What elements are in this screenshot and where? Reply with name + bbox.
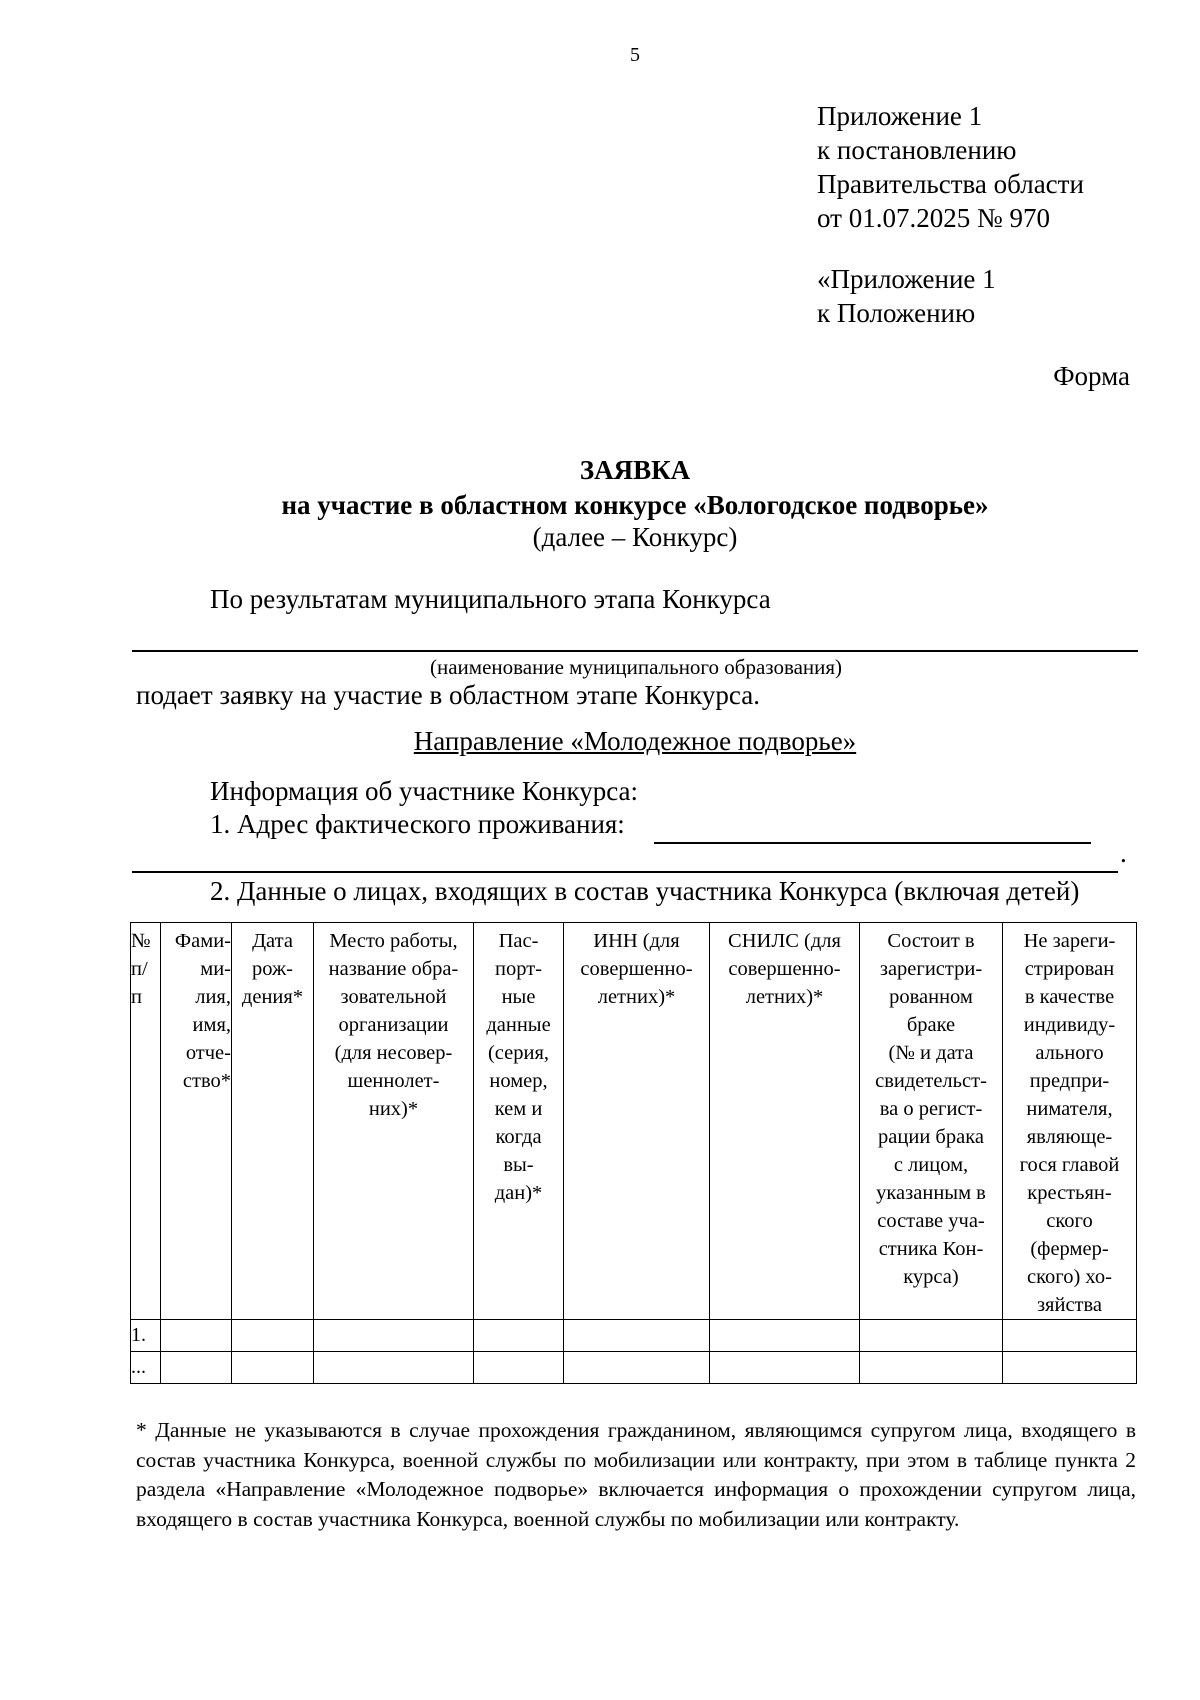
table-header-line: зяйства xyxy=(1036,1294,1103,1316)
table-row xyxy=(131,1352,1137,1384)
table-header-line: крестьян- xyxy=(1027,1182,1112,1204)
annex-header-line: к Положению xyxy=(817,298,976,328)
table-header-line: Состоит в xyxy=(887,930,975,952)
table-cell: 1. xyxy=(131,1320,161,1352)
table-header-line: рож- xyxy=(252,958,293,980)
annex-header-line: Правительства области xyxy=(817,169,1084,199)
table-header-line: браке xyxy=(906,1014,956,1036)
persons-table xyxy=(130,922,1137,1384)
table-cell xyxy=(314,1352,474,1384)
table-header-line: п xyxy=(131,986,142,1008)
table-cell xyxy=(161,1352,232,1384)
footnote: * Данные не указываются в случае прохождения гражданином, являющимся супругом лица, входящего в состав участника Конкурса, военной службы по мобилизации или контракту, при этом в таблице пункта 2 раздела «Направление «Молодежное подворье» включается информация о прохождении супругом лица, входящего в состав участника Конкурса, военной службы по мобилизации или контракту. xyxy=(136,1418,1136,1531)
table-header-line: № xyxy=(131,930,151,952)
header-workplace xyxy=(314,923,474,1320)
table-header-line: стрирован xyxy=(1024,958,1115,980)
table-header-line: стника Кон- xyxy=(878,1238,984,1260)
table-header-line: совершенно- xyxy=(580,958,693,980)
table-header-line: них)* xyxy=(368,1098,419,1120)
annex-header xyxy=(817,99,1084,235)
table-cell xyxy=(564,1352,710,1384)
form-label: Форма xyxy=(1053,361,1130,391)
table-cell: ... xyxy=(131,1352,161,1384)
table-header-line: п/ xyxy=(131,958,148,980)
table-cell xyxy=(474,1320,564,1352)
table-header-line: указанным в xyxy=(876,1182,986,1204)
table-header-line: (серия, xyxy=(487,1042,550,1064)
annex-header-secondary xyxy=(817,262,996,330)
table-header-line: ва о регист- xyxy=(879,1098,983,1120)
annex-header-line: Приложение 1 xyxy=(817,101,983,131)
table-header-line: летних)* xyxy=(597,986,676,1008)
table-header-line: летних)* xyxy=(745,986,824,1008)
header-inn xyxy=(564,923,710,1320)
table-header-line: Пас- xyxy=(498,930,539,952)
table-header-line: ство* xyxy=(182,1070,231,1092)
header-full-name xyxy=(161,923,232,1320)
apply-text: подает заявку на участие в областном этапе Конкурса. xyxy=(136,680,760,710)
document-subtitle-note: (далее – Конкурс) xyxy=(532,522,738,552)
table-header-line: индивиду- xyxy=(1023,1014,1116,1036)
table-header-line: СНИЛС (для xyxy=(728,930,841,952)
header-snils xyxy=(710,923,860,1320)
table-header-line: дения* xyxy=(241,986,304,1008)
direction-heading: Направление «Молодежное подворье» xyxy=(413,726,857,756)
document-subtitle: на участие в областном конкурсе «Вологодское подворье» xyxy=(281,490,989,520)
table-header-line: (для несовер- xyxy=(334,1042,453,1064)
table-header-line: Дата xyxy=(252,930,293,952)
table-row xyxy=(131,1320,1137,1352)
table-header-line: зарегистри- xyxy=(879,958,983,980)
table-header-line: ского xyxy=(1046,1210,1093,1232)
municipality-caption: (наименование муниципального образования) xyxy=(430,655,843,679)
table-cell xyxy=(232,1352,314,1384)
table-header-line: порт- xyxy=(495,958,542,980)
table-cell xyxy=(710,1352,860,1384)
table-header-line: с лицом, xyxy=(893,1154,969,1176)
table-header-line: курса) xyxy=(903,1266,959,1288)
table-header-line: совершенно- xyxy=(728,958,841,980)
document-title: ЗАЯВКА xyxy=(579,455,691,485)
table-header-line: свидетельст- xyxy=(875,1070,987,1092)
table-header-line: когда xyxy=(495,1126,542,1148)
table-cell xyxy=(232,1320,314,1352)
table-header-line: в качестве xyxy=(1024,986,1115,1008)
municipality-field-line xyxy=(132,650,1138,652)
table-header-line: вы- xyxy=(503,1154,534,1176)
address-field-line-2 xyxy=(132,871,1118,873)
table-header-line: составе уча- xyxy=(877,1210,985,1232)
table-header-line: предпри- xyxy=(1029,1070,1110,1092)
annex-header-line: к постановлению xyxy=(817,135,1017,165)
address-end-dot: . xyxy=(1120,838,1127,868)
header-number xyxy=(131,923,161,1320)
annex-header-line: «Приложение 1 xyxy=(817,264,996,294)
header-entrepreneur xyxy=(1003,923,1137,1320)
header-passport xyxy=(474,923,564,1320)
table-header-line: нимателя, xyxy=(1026,1098,1113,1120)
table-cell xyxy=(564,1320,710,1352)
table-header-line: рации брака xyxy=(878,1126,984,1148)
table-header-line: ные xyxy=(501,986,536,1008)
table-header-line: шеннолет- xyxy=(347,1070,440,1092)
table-header-line: (фермер- xyxy=(1030,1238,1109,1260)
table-header-line: номер, xyxy=(489,1070,548,1092)
table-header-line: организации xyxy=(338,1014,449,1036)
table-header-line: Место работы, xyxy=(329,930,458,952)
table-header-line: рованном xyxy=(889,986,973,1008)
table-cell xyxy=(161,1320,232,1352)
table-cell xyxy=(1003,1352,1137,1384)
participant-info-label: Информация об участнике Конкурса: xyxy=(210,776,639,806)
address-label: 1. Адрес фактического проживания: xyxy=(210,809,625,839)
table-header-line: Фами- xyxy=(174,930,231,952)
annex-header-line: от 01.07.2025 № 970 xyxy=(817,203,1050,233)
header-marriage xyxy=(860,923,1003,1320)
table-header-line: название обра- xyxy=(328,958,459,980)
page-number: 5 xyxy=(630,44,640,66)
table-header-line: дан)* xyxy=(494,1182,543,1204)
table-cell xyxy=(860,1320,1003,1352)
header-birth-date xyxy=(232,923,314,1320)
table-cell xyxy=(860,1352,1003,1384)
table-header-line: кем и xyxy=(494,1098,543,1120)
table-header-line: ского) хо- xyxy=(1027,1266,1112,1288)
table-header-line: гося главой xyxy=(1019,1154,1120,1176)
intro-text: По результатам муниципального этапа Конкурса xyxy=(210,584,771,614)
table-header-line: зовательной xyxy=(340,986,447,1008)
table-cell xyxy=(474,1352,564,1384)
table-header-line: являюще- xyxy=(1026,1126,1113,1148)
address-field-line xyxy=(654,842,1091,844)
table-header-line: ми- xyxy=(200,958,231,980)
table-header-line: отче- xyxy=(185,1042,231,1064)
table-cell xyxy=(314,1320,474,1352)
table-header-line: имя, xyxy=(192,1014,231,1036)
table-header-line: данные xyxy=(486,1014,551,1036)
table-header-line: лия, xyxy=(195,986,231,1008)
table-cell xyxy=(710,1320,860,1352)
table-header-line: ИНН (для xyxy=(593,930,680,952)
persons-label: 2. Данные о лицах, входящих в состав участника Конкурса (включая детей) xyxy=(210,876,1080,906)
table-header-line: ального xyxy=(1035,1042,1104,1064)
table-header-line: (№ и дата xyxy=(888,1042,974,1064)
table-header-row xyxy=(131,923,1137,1320)
table-cell xyxy=(1003,1320,1137,1352)
table-header-line: Не зареги- xyxy=(1023,930,1116,952)
